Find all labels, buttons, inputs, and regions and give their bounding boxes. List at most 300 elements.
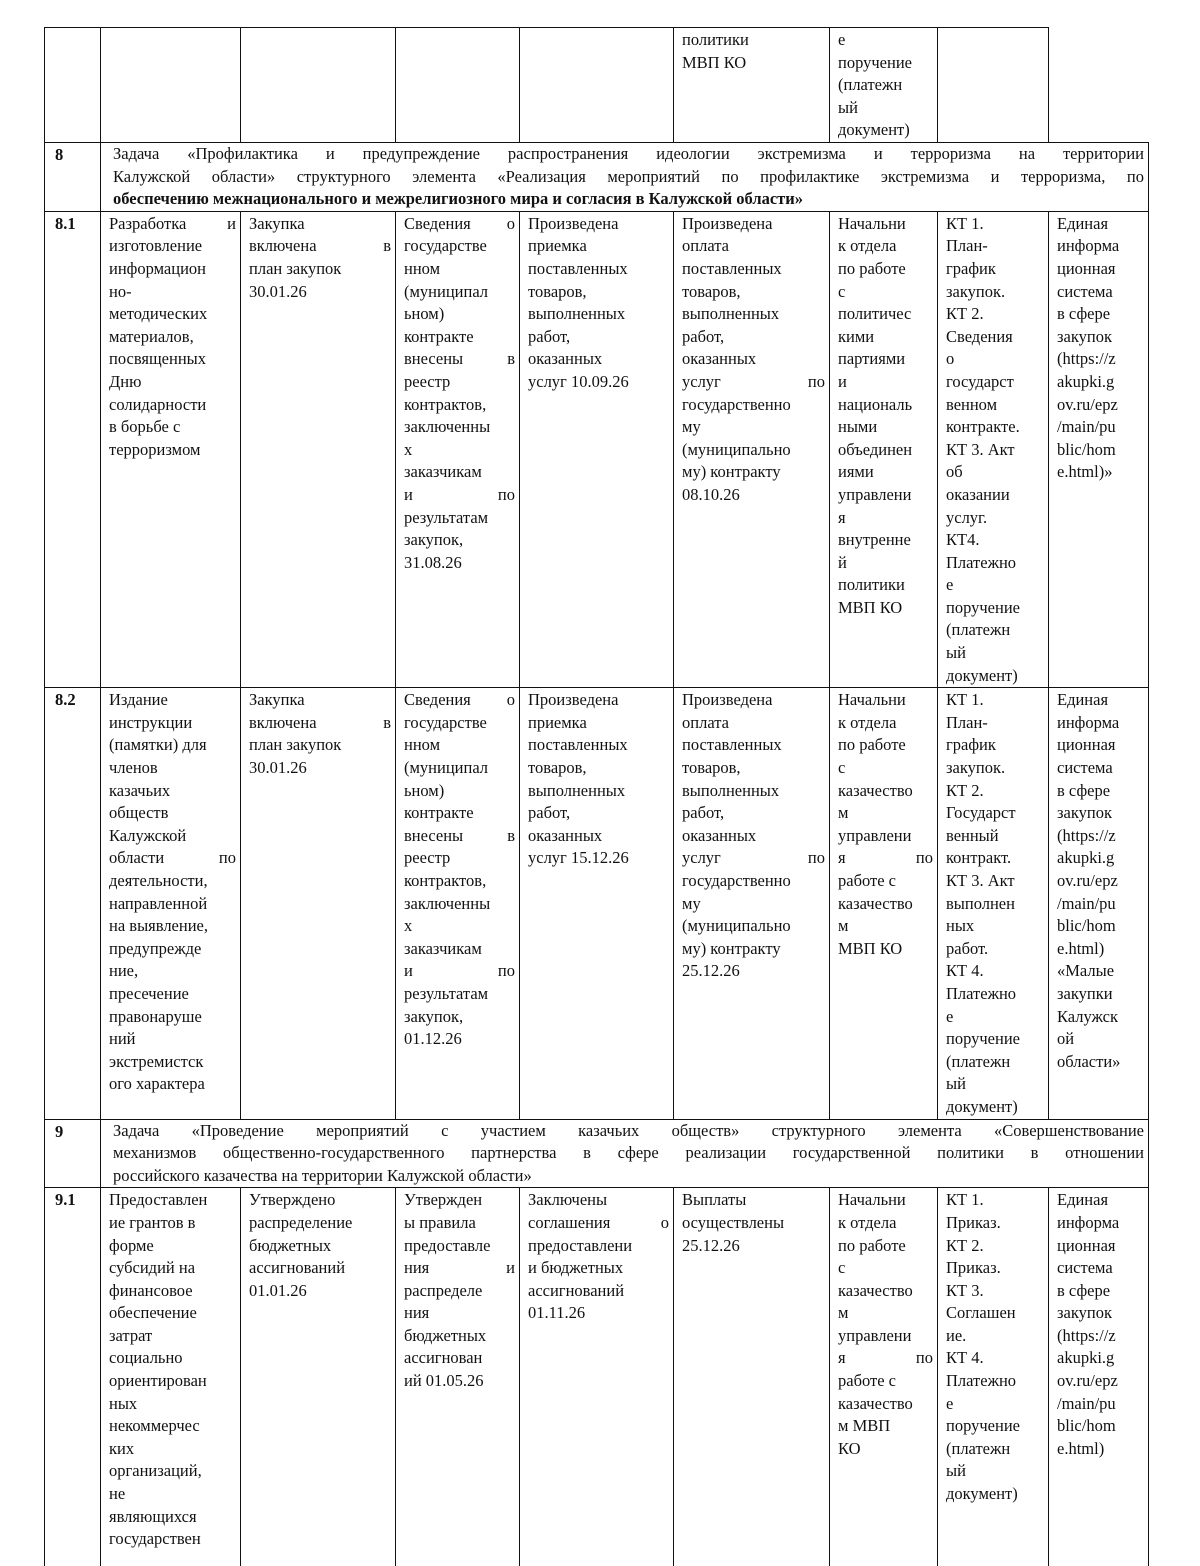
cell-text-line: предупрежде (109, 938, 202, 958)
cell-text-line: в сфере (1057, 780, 1111, 800)
cell-event (101, 1188, 241, 1566)
cell-text-line: документ) (946, 1096, 1018, 1116)
cell-responsible (674, 28, 830, 143)
cell-text-line: х (404, 916, 413, 936)
cell (520, 28, 674, 143)
cell-text-line: Начальни (838, 690, 906, 710)
cell-text-line: заказчикам (404, 938, 482, 958)
cell-text-line: поставленных (682, 258, 782, 278)
cell-text-line: внесены в (404, 825, 515, 845)
cell-text-line: Начальни (838, 213, 906, 233)
cell-text-line: закупок, (404, 1006, 464, 1026)
cell-text-line: кими (838, 326, 875, 346)
cell-text-line: пресечение (109, 983, 189, 1003)
cell-system (1049, 1188, 1149, 1566)
table-row-9-1 (45, 1188, 1149, 1566)
cell-text-line: терроризмом (109, 439, 201, 459)
cell-text-line: социально (109, 1348, 183, 1368)
cell-text-line: 25.12.26 (682, 961, 740, 981)
cell-text-line: 01.11.26 (528, 1303, 586, 1323)
cell-text-line: информа (1057, 1212, 1120, 1232)
cell-text-line: реестр (404, 371, 451, 391)
cell-text-line: /main/pu (1057, 1393, 1116, 1413)
cell-text-line: солидарности (109, 394, 207, 414)
cell-text-line: (платежн (838, 75, 903, 95)
cell-text-line: поручение (946, 597, 1020, 617)
cell-text-line: внесены в (404, 349, 515, 369)
cell-cp2 (396, 688, 520, 1119)
cell-text-line: е (838, 30, 846, 49)
cell-text-line: Произведена (528, 213, 619, 233)
cell-text-line: контракте (404, 803, 474, 823)
cell-text-line: ый (838, 97, 858, 117)
cell-text-line: правонаруше (109, 1006, 202, 1026)
cell-text-line: (муниципально (682, 916, 791, 936)
cell-text-line: управлени (838, 484, 912, 504)
cell-text-line: документ) (946, 665, 1018, 685)
cell-text-line: результатам (404, 983, 489, 1003)
cell-text-line: государственно (682, 871, 791, 890)
cell-text-line: поставленных (682, 735, 782, 755)
cell-cp2 (396, 1188, 520, 1566)
cell-text-line: Государст (946, 803, 1016, 823)
cell-text-line: Единая (1057, 213, 1109, 233)
cell-text-line: области по (109, 848, 236, 868)
row-number: 8.2 (45, 688, 101, 1119)
cell-text-line: приемка (528, 236, 587, 256)
cell-text-line: выполненных (528, 780, 626, 800)
cell-text-line: Калужской (109, 825, 187, 845)
cell-text-line: контрактов, (404, 394, 487, 414)
cell-text-line: ния (404, 1303, 430, 1323)
cell-text-line: управлени (838, 1325, 912, 1345)
cell-text-line: в сфере (1057, 304, 1111, 324)
cell-responsible (830, 688, 938, 1119)
cell-text-line: ассигнований (249, 1258, 346, 1278)
cell-text-line: выполненных (682, 304, 780, 324)
cell-text-line: Платежно (946, 1371, 1017, 1391)
cell-text-line: график (946, 735, 996, 755)
cell-text-line: е (946, 1393, 954, 1413)
cell-text-line: контракте (404, 326, 474, 346)
cell-text-line: бюджетных (249, 1235, 332, 1255)
cell-text-line: закупок. (946, 758, 1006, 778)
cell-text-line: методических (109, 304, 208, 324)
cell-text-line: казачество (838, 1280, 913, 1300)
cell-text-line: КТ 1. (946, 1190, 984, 1210)
cell-text-line: Приказ. (946, 1212, 1001, 1232)
cell-text-line: иями (838, 462, 874, 482)
cell-text-line: об (946, 462, 963, 482)
cell-text-line: поручение (838, 52, 912, 72)
cell-text-line: я (838, 507, 846, 527)
cell-text-line: Утверждено (249, 1190, 336, 1210)
cell-text-line: Приказ. (946, 1258, 1001, 1278)
document-page (44, 27, 1148, 1553)
cell-text-line: (муниципал (404, 758, 489, 778)
cell-text-line: /main/pu (1057, 417, 1116, 437)
cell-text-line: включена в (249, 236, 391, 256)
cell-text-line: бюджетных (404, 1325, 487, 1345)
cell-text-line: ий 01.05.26 (404, 1371, 484, 1391)
cell-text-line: Сведения (946, 326, 1013, 346)
cell-text-line: выполненных (528, 304, 626, 324)
cell-text-line: ориентирован (109, 1371, 207, 1391)
cell-text-line: му) контракту (682, 938, 781, 958)
cell-text-line: поставленных (528, 735, 628, 755)
cell-text-line: государстве (404, 236, 487, 256)
cell-text-line: не (109, 1484, 126, 1504)
cell-text-line: e.html)» (1057, 462, 1113, 482)
cell-text-line: товаров, (682, 758, 741, 778)
cell-text-line: закупки (1057, 983, 1113, 1003)
cell-text-line: к отдела (838, 236, 897, 256)
cell-text-line: с (838, 281, 846, 301)
cell-text-line: субсидий на (109, 1258, 196, 1278)
cell-text-line: akupki.g (1057, 371, 1115, 391)
cell-text-line: КТ 3. Акт (946, 439, 1015, 459)
task-description (101, 143, 1149, 212)
cell-text-line: деятельности, (109, 871, 208, 890)
cell-text-line: КТ 4. (946, 1348, 984, 1368)
cell-text-line: Произведена (682, 690, 773, 710)
cell-text-line: МВП КО (838, 938, 903, 958)
cell-text-line: выполненных (682, 780, 780, 800)
cell-text-line: с (838, 758, 846, 778)
cell-text-line: заключенны (404, 893, 491, 913)
cell-text-line: КТ 1. (946, 213, 984, 233)
cell-text-line: е (946, 575, 954, 595)
cell-text-line: План- (946, 236, 988, 256)
cell-text-line: ных (109, 1393, 138, 1413)
cell-text-line: оказанных (682, 825, 757, 845)
cell-text-line: ой (1057, 1029, 1075, 1049)
cell-text-line: закупок (1057, 803, 1112, 823)
cell-text-line: МВП КО (682, 52, 747, 72)
cell-text-line: изготовление (109, 236, 203, 256)
cell (938, 28, 1049, 143)
cell-text-line: выполнен (946, 893, 1015, 913)
cell-text-line: му) контракту (682, 462, 781, 482)
cell-text-line: по работе (838, 1235, 906, 1255)
cell-text-line: работ, (528, 803, 571, 823)
cell-responsible (830, 1188, 938, 1566)
cell-text-line: 30.01.26 (249, 281, 307, 301)
cell-text-line: казачьих (109, 780, 171, 800)
cell-text-line: Закупка (249, 690, 305, 710)
cell-text-line: Закупка (249, 213, 305, 233)
cell-text-line: ый (946, 643, 966, 663)
cell-text-line: akupki.g (1057, 1348, 1115, 1368)
cell-text-line: ие. (946, 1325, 967, 1345)
table-row-continuation (45, 28, 1149, 143)
cell-text-line: инструкции (109, 712, 193, 732)
cell-text-line: закупок (1057, 326, 1112, 346)
measures-table (44, 27, 1149, 1566)
cell-text-line: поручение (946, 1416, 1020, 1436)
cell-text-line: контракт. (946, 848, 1012, 868)
cell-text-line: ие грантов в (109, 1212, 196, 1232)
cell-text-line: КТ 2. (946, 1235, 984, 1255)
cell-text-line: Предоставлен (109, 1190, 208, 1210)
cell-text-line: поставленных (528, 258, 628, 278)
cell-system (1049, 211, 1149, 687)
cell-text-line: государственно (682, 394, 791, 414)
cell-text-line: о (946, 349, 955, 369)
cell-event (101, 211, 241, 687)
cell-text-line: му (682, 417, 701, 437)
cell-text-line: управлени (838, 825, 912, 845)
cell-text-line: государствен (109, 1529, 201, 1549)
cell-text-line: КТ 2. (946, 780, 984, 800)
cell-text-line: КТ 3. Акт (946, 871, 1015, 890)
cell-text-line: м (838, 916, 849, 936)
cell-text-line: работ, (682, 803, 725, 823)
cell-text-line: ния и (404, 1258, 515, 1278)
cell-text-line: товаров, (682, 281, 741, 301)
cell-text-line: ционная (1057, 1235, 1116, 1255)
cell-text-line: партиями (838, 349, 906, 369)
cell-text-line: ого характера (109, 1074, 205, 1094)
cell-text-line: оплата (682, 236, 729, 256)
cell-text-line: график (946, 258, 996, 278)
cell-text-line: услуг 15.12.26 (528, 848, 629, 868)
table-body (45, 28, 1149, 1566)
cell-text-line: план закупок (249, 258, 342, 278)
cell-cp4 (674, 688, 830, 1119)
cell-text-line: соглашения о (528, 1212, 669, 1232)
cell-text-line: контрактов, (404, 871, 487, 890)
task-description (101, 1119, 1149, 1188)
cell-control-points (938, 688, 1049, 1119)
cell-text-line: ассигнований (528, 1280, 625, 1300)
cell-text-line: нном (404, 735, 441, 755)
cell-text-line: с (838, 1258, 846, 1278)
cell-text-line: (муниципально (682, 439, 791, 459)
cell-text-line: 01.12.26 (404, 1029, 462, 1049)
cell-text-line: оплата (682, 712, 729, 732)
cell-text-line: предоставлени (528, 1235, 633, 1255)
cell-text-line: оказанных (528, 825, 603, 845)
cell-text-line: услуг по (682, 848, 825, 868)
cell-text-line: услуг. (946, 507, 988, 527)
cell-text-line: венный (946, 825, 999, 845)
cell-responsible (830, 211, 938, 687)
cell-text-line: akupki.g (1057, 848, 1115, 868)
cell-text-line: КТ 4. (946, 961, 984, 981)
cell-text-line: Произведена (682, 213, 773, 233)
task-line: российского казачества на территории Калужской области» (113, 1165, 532, 1185)
cell-text-line: материалов, (109, 326, 194, 346)
cell-text-line: и бюджетных (528, 1258, 624, 1278)
cell-text-line: ьном) (404, 780, 445, 800)
cell-text-line: к отдела (838, 712, 897, 732)
cell-text-line: Сведения о (404, 690, 515, 710)
cell-control-points (938, 1188, 1049, 1566)
cell-text-line: blic/hom (1057, 916, 1116, 936)
cell-text-line: заключенны (404, 417, 491, 437)
cell-text-line: ний (109, 1029, 136, 1049)
cell-text-line: КО (838, 1438, 861, 1458)
cell-text-line: я по (838, 1348, 933, 1368)
cell-text-line: направленной (109, 893, 208, 913)
cell-text-line: ый (946, 1074, 966, 1094)
cell-text-line: Платежно (946, 983, 1017, 1003)
cell-text-line: ы правила (404, 1212, 476, 1232)
cell-text-line: некоммерчес (109, 1416, 200, 1436)
cell-text-line: казачество (838, 893, 913, 913)
cell-text-line: ассигнован (404, 1348, 483, 1368)
cell-text-line: 30.01.26 (249, 758, 307, 778)
cell-control-points (938, 211, 1049, 687)
cell-text-line: и по (404, 484, 515, 504)
cell-text-line: включена в (249, 712, 391, 732)
cell-text-line: (муниципал (404, 281, 489, 301)
cell-text-line: оказании (946, 484, 1010, 504)
cell-text-line: «Малые (1057, 961, 1115, 981)
cell-text-line: blic/hom (1057, 439, 1116, 459)
cell-text-line: поручение (946, 1029, 1020, 1049)
cell-text-line: реестр (404, 848, 451, 868)
cell-text-line: КТ 2. (946, 304, 984, 324)
cell-text-line: венном (946, 394, 998, 414)
cell-text-line: х (404, 439, 413, 459)
cell-text-line: Единая (1057, 1190, 1109, 1210)
cell (396, 28, 520, 143)
cell-text-line: Выплаты (682, 1190, 747, 1210)
cell-cp3 (520, 1188, 674, 1566)
cell-text-line: обеспечение (109, 1303, 197, 1323)
cell-text-line: Калужск (1057, 1006, 1118, 1026)
cell-text-line: Дню (109, 371, 142, 391)
cell-text-line: организаций, (109, 1461, 202, 1481)
cell-text-line: политичес (838, 304, 912, 324)
cell-text-line: Сведения о (404, 213, 515, 233)
cell-text-line: работ, (528, 326, 571, 346)
cell-text-line: 25.12.26 (682, 1235, 740, 1255)
cell-text-line: распределе (404, 1280, 483, 1300)
cell-text-line: являющихся (109, 1506, 197, 1526)
cell-event (101, 688, 241, 1119)
cell-text-line: МВП КО (838, 597, 903, 617)
cell-text-line: план закупок (249, 735, 342, 755)
cell-text-line: ных (946, 916, 975, 936)
cell-text-line: e.html) (1057, 1438, 1105, 1458)
cell-text-line: и (838, 371, 847, 391)
cell-text-line: приемка (528, 712, 587, 732)
cell-text-line: blic/hom (1057, 1416, 1116, 1436)
cell-text-line: в сфере (1057, 1280, 1111, 1300)
cell-text-line: м (838, 803, 849, 823)
cell-text-line: посвященных (109, 349, 207, 369)
table-row-8-1 (45, 211, 1149, 687)
cell-text-line: по работе (838, 735, 906, 755)
cell-text-line: Соглашен (946, 1303, 1016, 1323)
cell-text-line: (платежн (946, 1438, 1011, 1458)
cell-text-line: внутренне (838, 530, 911, 550)
cell-text-line: ными (838, 417, 878, 437)
cell-text-line: и по (404, 961, 515, 981)
cell-text-line: области» (1057, 1051, 1121, 1071)
task-number: 8 (45, 143, 101, 212)
cell-text-line: политики (838, 575, 905, 595)
cell-text-line: (памятки) для (109, 735, 207, 755)
cell-text-line: 08.10.26 (682, 484, 740, 504)
cell-text-line: работ. (946, 938, 989, 958)
task-line: обеспечению межнационального и межрелигиозного мира и согласия в Калужской области» (113, 189, 804, 209)
cell-text-line: й (838, 552, 847, 572)
cell-text-line: казачество (838, 780, 913, 800)
cell-text-line: ov.ru/epz (1057, 871, 1118, 890)
cell-system (1049, 688, 1149, 1119)
cell-text-line: предоставле (404, 1235, 491, 1255)
cell-text-line: м (838, 1303, 849, 1323)
cell-text-line: система (1057, 1258, 1113, 1278)
cell-text-line: м МВП (838, 1416, 891, 1436)
cell-text-line: оказанных (682, 349, 757, 369)
cell-text-line: казачество (838, 1393, 913, 1413)
cell-text-line: в борьбе с (109, 417, 181, 437)
cell-text-line: объединен (838, 439, 913, 459)
cell-text-line: результатам (404, 507, 489, 527)
cell-text-line: КТ 1. (946, 690, 984, 710)
cell-text-line: контракте. (946, 417, 1020, 437)
cell-text-line: информа (1057, 236, 1120, 256)
cell-text-line: политики (682, 30, 749, 49)
row-number: 9.1 (45, 1188, 101, 1566)
cell-text-line: система (1057, 281, 1113, 301)
cell-text-line: закупок. (946, 281, 1006, 301)
cell-text-line: работе с (838, 1371, 896, 1391)
cell-text-line: обществ (109, 803, 169, 823)
cell-control-points (830, 28, 938, 143)
cell-text-line: затрат (109, 1325, 153, 1345)
cell-text-line: система (1057, 758, 1113, 778)
cell-text-line: распределение (249, 1212, 353, 1232)
cell-text-line: (https://z (1057, 825, 1116, 845)
cell-text-line: экстремистск (109, 1051, 204, 1071)
cell-text-line: на выявление, (109, 916, 208, 936)
task-line: Задача «Проведение мероприятий с участием казачьих обществ» структурного элемента «Совершенствование (113, 1120, 1144, 1140)
cell-text-line: закупок, (404, 530, 464, 550)
cell-cp1 (241, 688, 396, 1119)
cell-text-line: (платежн (946, 1051, 1011, 1071)
cell-text-line: к отдела (838, 1212, 897, 1232)
cell-text-line: ov.ru/epz (1057, 394, 1118, 414)
cell-text-line: Заключены (528, 1190, 608, 1210)
task-line: Калужской области» структурного элемента «Реализация мероприятий по профилактике экстремизма и терроризма, по (113, 166, 1144, 186)
task-row-8 (45, 143, 1149, 212)
cell-text-line: услуг по (682, 371, 825, 391)
cell-cp2 (396, 211, 520, 687)
cell-text-line: (платежн (946, 620, 1011, 640)
cell-text-line: (https://z (1057, 349, 1116, 369)
cell-text-line: осуществлены (682, 1212, 785, 1232)
cell-text-line: ких (109, 1438, 135, 1458)
cell-text-line: услуг 10.09.26 (528, 371, 629, 391)
cell-text-line: Платежно (946, 552, 1017, 572)
cell-text-line: 31.08.26 (404, 552, 462, 572)
cell-text-line: нном (404, 258, 441, 278)
cell-text-line: Утвержден (404, 1190, 483, 1210)
table-row-8-2 (45, 688, 1149, 1119)
task-line: механизмов общественно-государственного партнерства в сфере реализации государственной политики в отношении (113, 1143, 1144, 1163)
cell-text-line: товаров, (528, 281, 587, 301)
cell-text-line: документ) (838, 120, 910, 140)
cell-cp1 (241, 1188, 396, 1566)
cell-text-line: Произведена (528, 690, 619, 710)
cell-text-line: государстве (404, 712, 487, 732)
